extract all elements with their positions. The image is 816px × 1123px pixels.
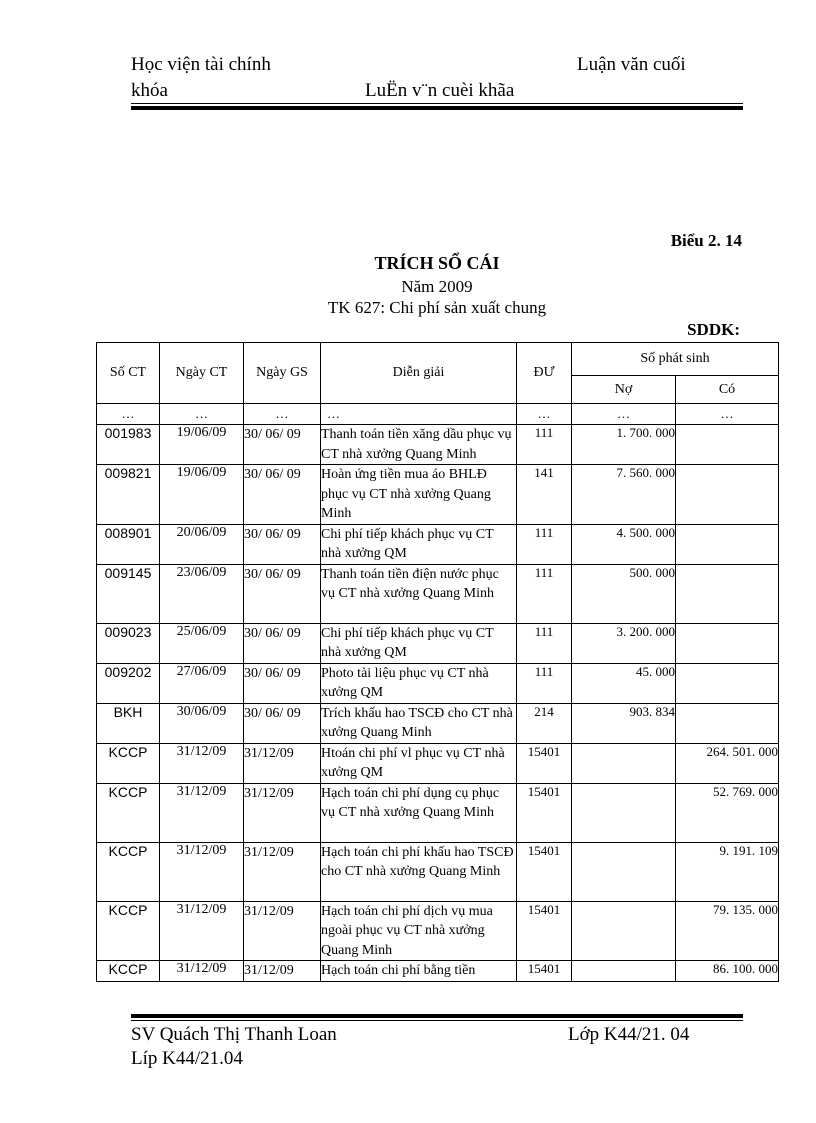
table-row xyxy=(97,524,779,564)
ledger-table xyxy=(96,342,779,982)
header-khoa: khóa xyxy=(131,80,168,101)
col-so-phat-sinh: Số phát sinh xyxy=(572,343,779,376)
cell-ngay-ct: 20/06/09 xyxy=(160,524,244,564)
cell-no xyxy=(572,901,676,961)
cell-so-ct: 009023 xyxy=(97,623,160,663)
table-row xyxy=(97,703,779,743)
cell-dien-giai: Thanh toán tiền điện nước phục vụ CT nhà xưởng Quang Minh xyxy=(321,564,517,623)
col-no: Nợ xyxy=(572,376,676,404)
cell-no xyxy=(572,743,676,783)
cell-ngay-gs: 31/12/09 xyxy=(244,743,321,783)
ledger-title: TRÍCH SỔ CÁI xyxy=(374,253,500,273)
cell-ngay-gs: 30/ 06/ 09 xyxy=(244,623,321,663)
cell-ngay-ct: 25/06/09 xyxy=(160,623,244,663)
cell-ngay-ct: 31/12/09 xyxy=(160,901,244,961)
header-thesis-label: Luận văn cuối xyxy=(577,54,686,75)
cell-no xyxy=(572,783,676,842)
cell-dien-giai: Hoàn ứng tiền mua áo BHLĐ phục vụ CT nhà xưởng Quang Minh xyxy=(321,465,517,525)
ellipsis-cell: … xyxy=(676,404,779,425)
cell-ngay-ct: 31/12/09 xyxy=(160,743,244,783)
cell-co xyxy=(676,524,779,564)
cell-du: 111 xyxy=(517,663,572,703)
cell-ngay-ct: 30/06/09 xyxy=(160,703,244,743)
footer-rule-thin xyxy=(131,1020,743,1021)
cell-du: 15401 xyxy=(517,842,572,901)
cell-so-ct: KCCP xyxy=(97,961,160,982)
ellipsis-cell: … xyxy=(321,404,517,425)
footer-rule-thick xyxy=(131,1014,743,1018)
cell-so-ct: 001983 xyxy=(97,425,160,465)
cell-ngay-gs: 30/ 06/ 09 xyxy=(244,524,321,564)
cell-ngay-gs: 31/12/09 xyxy=(244,901,321,961)
cell-so-ct: KCCP xyxy=(97,901,160,961)
cell-co: 9. 191. 109 xyxy=(676,842,779,901)
cell-ngay-ct: 19/06/09 xyxy=(160,465,244,525)
form-number: Biểu 2. 14 xyxy=(670,231,742,250)
cell-co: 264. 501. 000 xyxy=(676,743,779,783)
col-so-ct: Số CT xyxy=(97,343,160,404)
cell-ngay-ct: 31/12/09 xyxy=(160,961,244,982)
cell-no: 4. 500. 000 xyxy=(572,524,676,564)
cell-dien-giai: Hạch toán chi phí dịch vụ mua ngoài phục vụ CT nhà xưởng Quang Minh xyxy=(321,901,517,961)
ellipsis-cell: … xyxy=(572,404,676,425)
table-row xyxy=(97,425,779,465)
cell-so-ct: 009821 xyxy=(97,465,160,525)
table-row xyxy=(97,564,779,623)
cell-dien-giai: Photo tài liệu phục vụ CT nhà xưởng QM xyxy=(321,663,517,703)
cell-no: 45. 000 xyxy=(572,663,676,703)
cell-so-ct: BKH xyxy=(97,703,160,743)
cell-co: 79. 135. 000 xyxy=(676,901,779,961)
cell-so-ct: KCCP xyxy=(97,842,160,901)
cell-ngay-ct: 31/12/09 xyxy=(160,842,244,901)
cell-du: 111 xyxy=(517,425,572,465)
cell-ngay-ct: 31/12/09 xyxy=(160,783,244,842)
cell-dien-giai: Hạch toán chi phí bằng tiền xyxy=(321,961,517,982)
cell-ngay-ct: 23/06/09 xyxy=(160,564,244,623)
cell-du: 111 xyxy=(517,564,572,623)
header-institution: Học viện tài chính xyxy=(131,54,271,75)
cell-no: 3. 200. 000 xyxy=(572,623,676,663)
table-row xyxy=(97,783,779,842)
footer-student: SV Quách Thị Thanh Loan xyxy=(131,1024,337,1045)
cell-du: 111 xyxy=(517,623,572,663)
cell-no xyxy=(572,842,676,901)
cell-so-ct: 008901 xyxy=(97,524,160,564)
cell-ngay-gs: 31/12/09 xyxy=(244,961,321,982)
cell-no xyxy=(572,961,676,982)
cell-du: 214 xyxy=(517,703,572,743)
cell-no: 500. 000 xyxy=(572,564,676,623)
cell-no: 1. 700. 000 xyxy=(572,425,676,465)
cell-dien-giai: Thanh toán tiền xăng dầu phục vụ CT nhà xưởng Quang Minh xyxy=(321,425,517,465)
cell-du: 15401 xyxy=(517,961,572,982)
cell-du: 111 xyxy=(517,524,572,564)
table-row xyxy=(97,465,779,525)
cell-dien-giai: Chi phí tiếp khách phục vụ CT nhà xưởng QM xyxy=(321,623,517,663)
cell-ngay-gs: 30/ 06/ 09 xyxy=(244,564,321,623)
opening-balance-label: SDDK: xyxy=(687,320,740,339)
cell-ngay-ct: 19/06/09 xyxy=(160,425,244,465)
col-ngay-gs: Ngày GS xyxy=(244,343,321,404)
footer-class-garbled: Líp K44/21.04 xyxy=(131,1048,243,1069)
footer-class: Lớp K44/21. 04 xyxy=(568,1024,690,1045)
cell-so-ct: KCCP xyxy=(97,743,160,783)
table-row xyxy=(97,961,779,982)
ellipsis-row xyxy=(97,404,779,425)
cell-dien-giai: Hạch toán chi phí dụng cụ phục vụ CT nhà xưởng Quang Minh xyxy=(321,783,517,842)
cell-du: 15401 xyxy=(517,743,572,783)
cell-ngay-gs: 30/ 06/ 09 xyxy=(244,425,321,465)
col-dien-giai: Diễn giải xyxy=(321,343,517,404)
ledger-year: Năm 2009 xyxy=(401,277,473,296)
ledger-account: TK 627: Chi phí sản xuất chung xyxy=(327,298,547,317)
cell-so-ct: 009145 xyxy=(97,564,160,623)
header-rule-thick xyxy=(131,106,743,110)
cell-co xyxy=(676,425,779,465)
cell-co: 52. 769. 000 xyxy=(676,783,779,842)
header-garbled-title: LuËn v¨n cuèi khãa xyxy=(365,80,515,101)
cell-co xyxy=(676,623,779,663)
col-ngay-ct: Ngày CT xyxy=(160,343,244,404)
col-co: Có xyxy=(676,376,779,404)
cell-so-ct: 009202 xyxy=(97,663,160,703)
ellipsis-cell: … xyxy=(517,404,572,425)
cell-dien-giai: Chi phí tiếp khách phục vụ CT nhà xưởng QM xyxy=(321,524,517,564)
ellipsis-cell: … xyxy=(160,404,244,425)
table-row xyxy=(97,842,779,901)
table-row xyxy=(97,623,779,663)
table-row xyxy=(97,743,779,783)
ellipsis-cell: … xyxy=(244,404,321,425)
cell-ngay-gs: 31/12/09 xyxy=(244,842,321,901)
table-row xyxy=(97,663,779,703)
cell-co xyxy=(676,564,779,623)
ellipsis-cell: … xyxy=(97,404,160,425)
cell-dien-giai: Trích khấu hao TSCĐ cho CT nhà xưởng Quang Minh xyxy=(321,703,517,743)
cell-dien-giai: Hạch toán chi phí khấu hao TSCĐ cho CT nhà xưởng Quang Minh xyxy=(321,842,517,901)
cell-co xyxy=(676,465,779,525)
cell-no: 7. 560. 000 xyxy=(572,465,676,525)
cell-no: 903. 834 xyxy=(572,703,676,743)
cell-ngay-gs: 30/ 06/ 09 xyxy=(244,703,321,743)
cell-ngay-gs: 31/12/09 xyxy=(244,783,321,842)
cell-co xyxy=(676,703,779,743)
cell-dien-giai: Htoán chi phí vl phục vụ CT nhà xưởng QM xyxy=(321,743,517,783)
cell-so-ct: KCCP xyxy=(97,783,160,842)
cell-du: 141 xyxy=(517,465,572,525)
cell-du: 15401 xyxy=(517,901,572,961)
cell-ngay-ct: 27/06/09 xyxy=(160,663,244,703)
cell-du: 15401 xyxy=(517,783,572,842)
cell-ngay-gs: 30/ 06/ 09 xyxy=(244,465,321,525)
cell-ngay-gs: 30/ 06/ 09 xyxy=(244,663,321,703)
table-row xyxy=(97,901,779,961)
col-du: ĐƯ xyxy=(517,343,572,404)
cell-co: 86. 100. 000 xyxy=(676,961,779,982)
header-rule-thin xyxy=(131,103,743,104)
cell-co xyxy=(676,663,779,703)
